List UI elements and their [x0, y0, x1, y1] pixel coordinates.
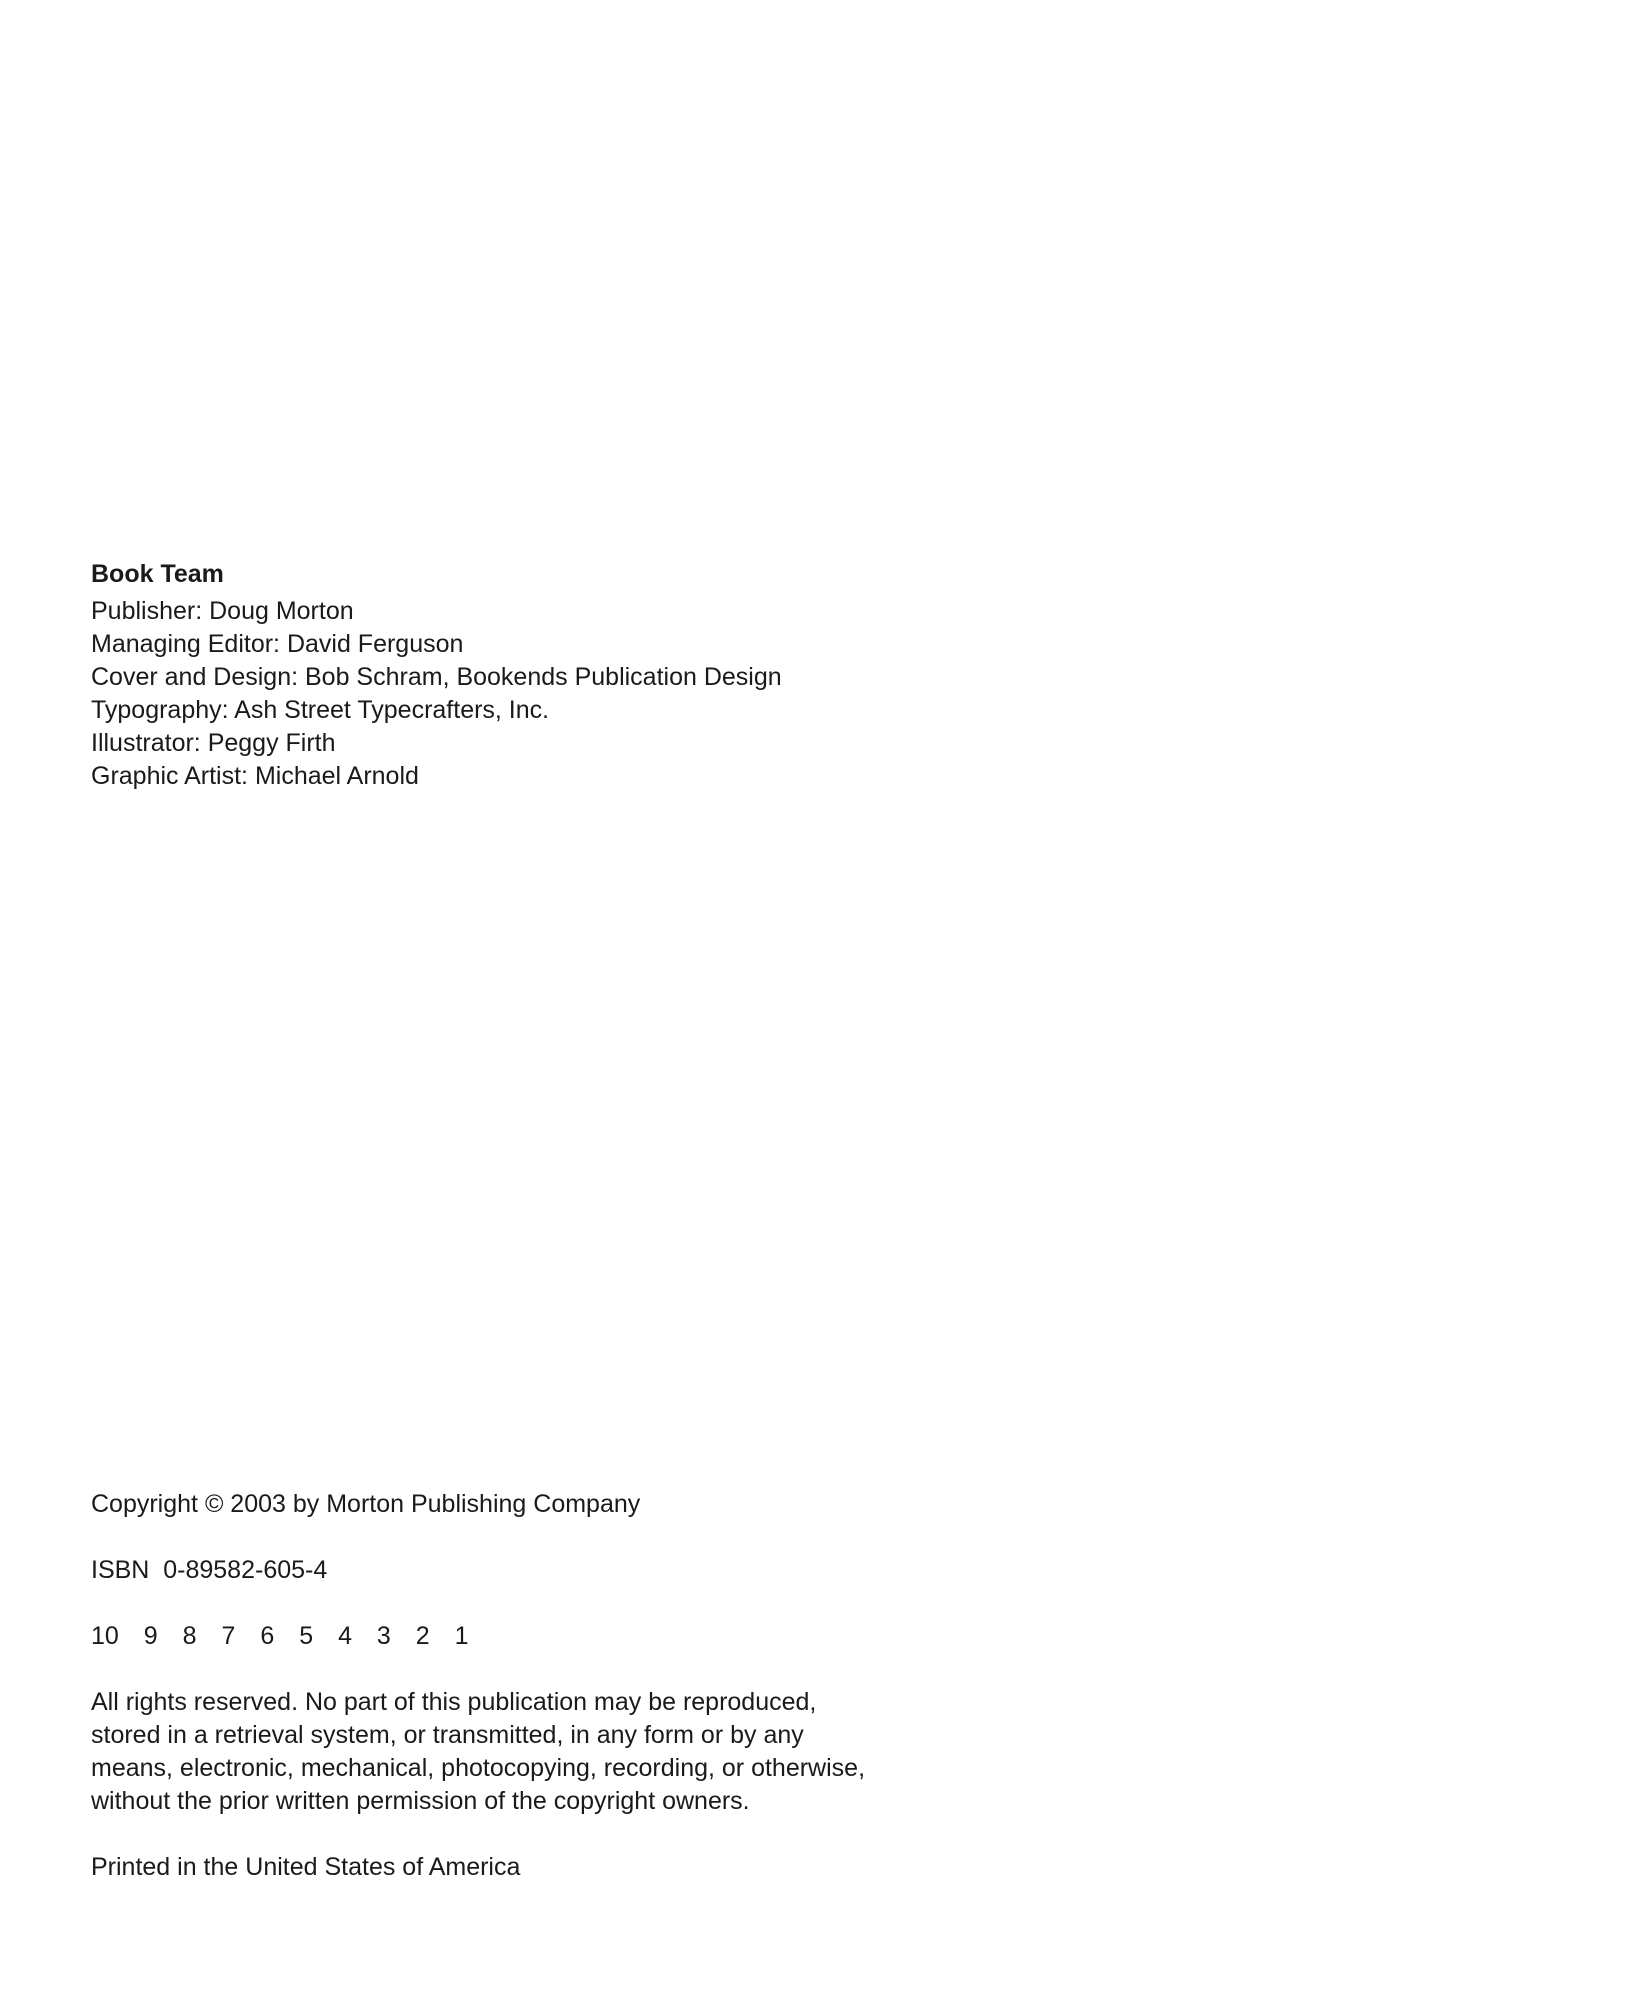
credit-publisher: Publisher: Doug Morton [91, 597, 354, 625]
credit-illustrator: Illustrator: Peggy Firth [91, 729, 336, 757]
printing-number: 6 [260, 1622, 275, 1650]
isbn: ISBN 0-89582-605-4 [91, 1556, 328, 1584]
printing-number: 7 [221, 1622, 236, 1650]
credit-cover-design: Cover and Design: Bob Schram, Bookends Publication Design [91, 663, 782, 691]
printing-line [91, 1620, 1051, 1653]
copyright-notice: Copyright © 2003 by Morton Publishing Company [91, 1490, 641, 1518]
rights-statement [91, 1686, 1051, 1818]
printing-number: 1 [454, 1622, 469, 1650]
printing-number: 5 [299, 1622, 314, 1650]
credit-typography: Typography: Ash Street Typecrafters, Inc. [91, 696, 550, 724]
printing-number: 4 [338, 1622, 352, 1650]
printing-number: 8 [182, 1622, 197, 1650]
rights-line: means, electronic, mechanical, photocopying, recording, or otherwise, [91, 1754, 866, 1782]
printing-number: 2 [415, 1622, 430, 1650]
printing-number: 3 [376, 1622, 391, 1650]
credit-graphic-artist: Graphic Artist: Michael Arnold [91, 762, 419, 790]
book-team-section [91, 558, 991, 793]
rights-line: stored in a retrieval system, or transmitted, in any form or by any [91, 1721, 804, 1749]
copyright-section [91, 1488, 1051, 1917]
book-team-heading: Book Team [91, 560, 224, 588]
printing-number: 10 [91, 1622, 119, 1650]
rights-line: without the prior written permission of the copyright owners. [91, 1787, 750, 1815]
printed-in: Printed in the United States of America [91, 1853, 521, 1881]
credit-managing-editor: Managing Editor: David Ferguson [91, 630, 464, 658]
printing-number: 9 [143, 1622, 158, 1650]
rights-line: All rights reserved. No part of this publication may be reproduced, [91, 1688, 817, 1716]
